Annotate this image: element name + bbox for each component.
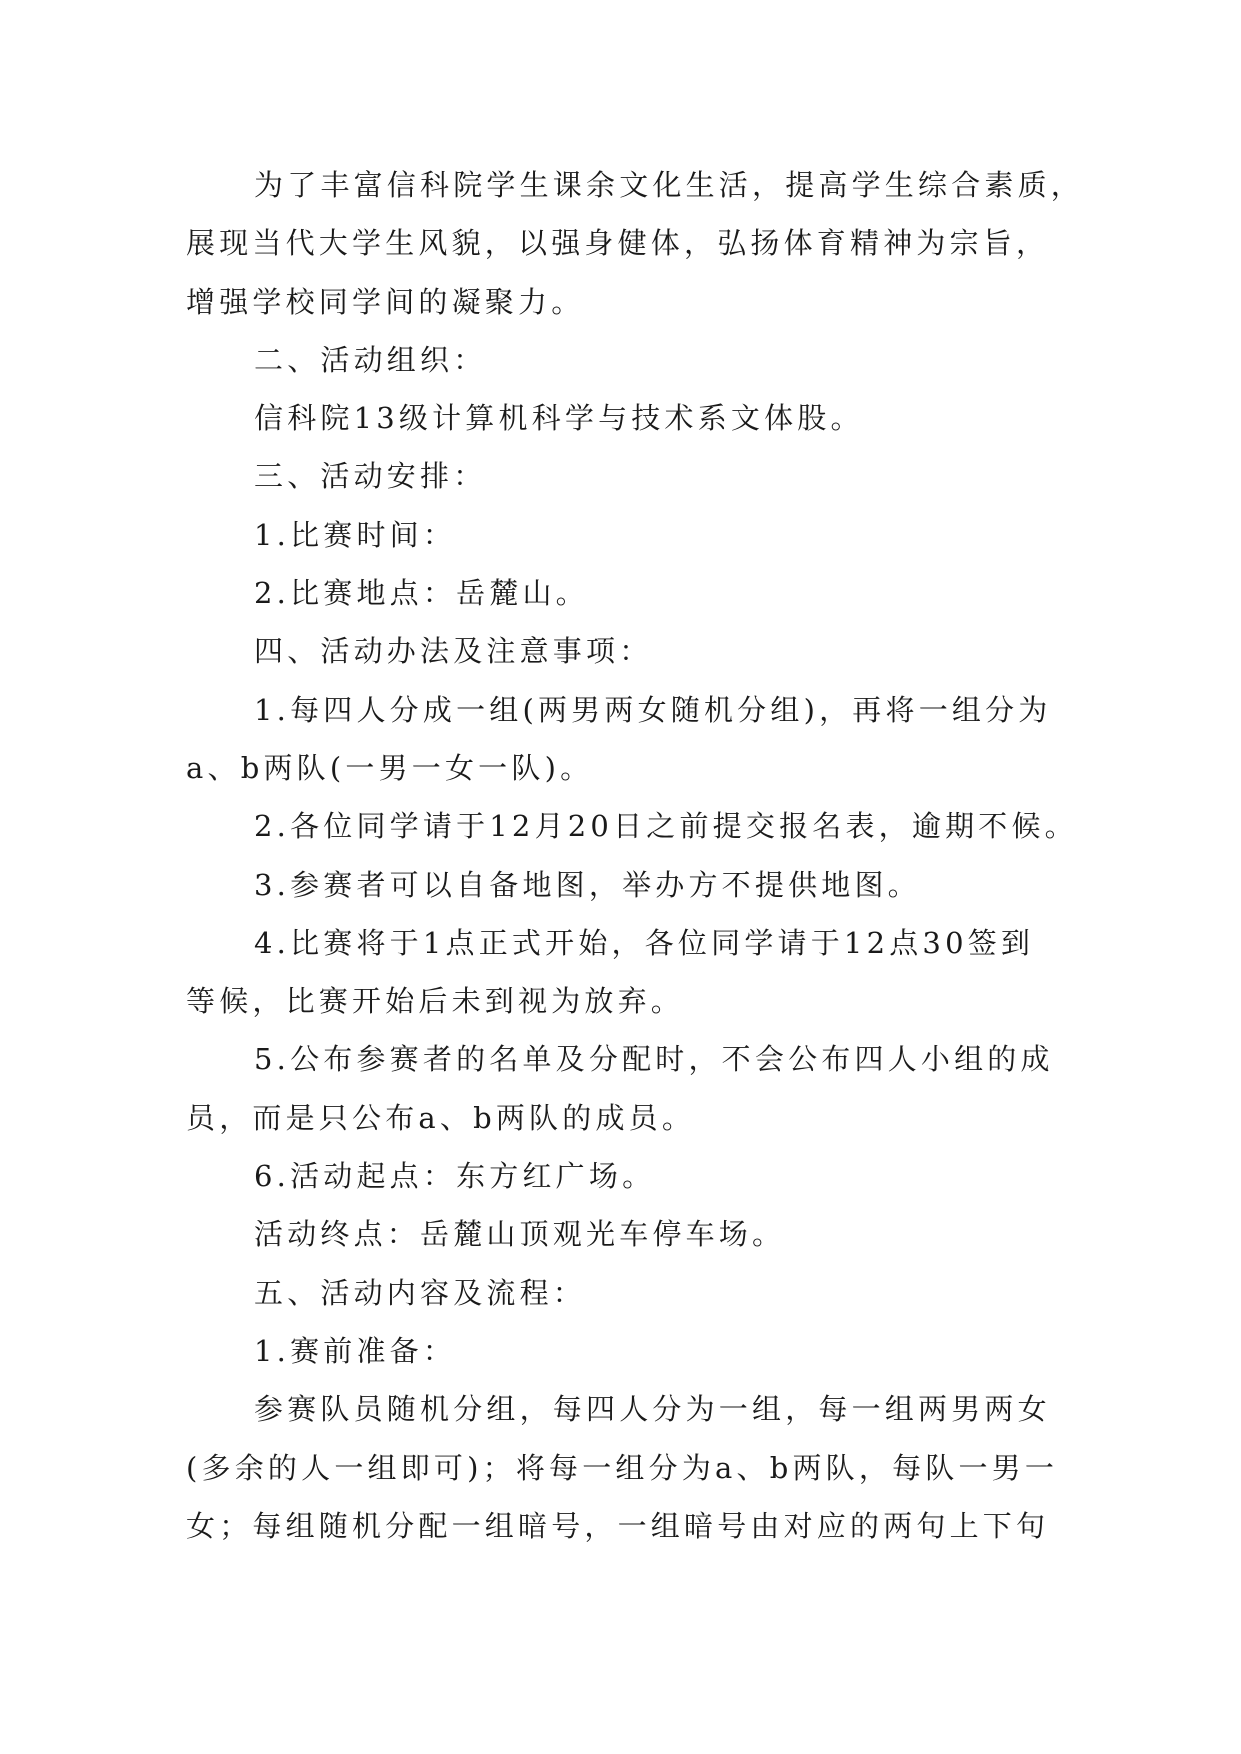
list-item: 2.比赛地点：岳麓山。 <box>254 576 589 611</box>
list-item: 4.比赛将于1点正式开始，各位同学请于12点30签到 <box>254 925 1035 960</box>
document-body <box>186 156 1086 1555</box>
list-item: 6.活动起点：东方红广场。 <box>254 1159 656 1194</box>
list-item: 5.公布参赛者的名单及分配时，不会公布四人小组的成 <box>254 1042 1054 1077</box>
list-item: 1.比赛时间： <box>254 517 457 552</box>
list-item-continuation: a、b两队(一男一女一队)。 <box>186 750 594 785</box>
list-item: 1.赛前准备： <box>254 1333 457 1368</box>
paragraph-line: 展现当代大学生风貌，以强身健体，弘扬体育精神为宗旨， <box>186 226 1050 261</box>
list-item-continuation: 员，而是只公布a、b两队的成员。 <box>186 1100 696 1135</box>
paragraph-line: 信科院13级计算机科学与技术系文体股。 <box>254 401 864 436</box>
section-heading: 三、活动安排： <box>254 459 487 494</box>
section-heading: 四、活动办法及注意事项： <box>254 634 653 669</box>
list-item-continuation: 等候，比赛开始后未到视为放弃。 <box>186 984 685 1019</box>
paragraph-line: 增强学校同学间的凝聚力。 <box>186 284 585 319</box>
paragraph-line: 参赛队员随机分组，每四人分为一组，每一组两男两女 <box>254 1392 1051 1427</box>
paragraph-line: (多余的人一组即可)；将每一组分为a、b两队，每队一男一 <box>186 1450 1059 1485</box>
paragraph-line: 女；每组随机分配一组暗号，一组暗号由对应的两句上下句 <box>186 1508 1050 1543</box>
paragraph-line: 活动终点：岳麓山顶观光车停车场。 <box>254 1217 786 1252</box>
list-item: 3.参赛者可以自备地图，举办方不提供地图。 <box>254 867 921 902</box>
list-item: 1.每四人分成一组(两男两女随机分组)，再将一组分为 <box>254 692 1052 727</box>
paragraph-line: 为了丰富信科院学生课余文化生活，提高学生综合素质， <box>254 168 1085 202</box>
list-item: 2.各位同学请于12月20日之前提交报名表，逾期不候。 <box>254 809 1078 844</box>
section-heading: 五、活动内容及流程： <box>254 1275 587 1310</box>
section-heading: 二、活动组织： <box>254 342 487 377</box>
